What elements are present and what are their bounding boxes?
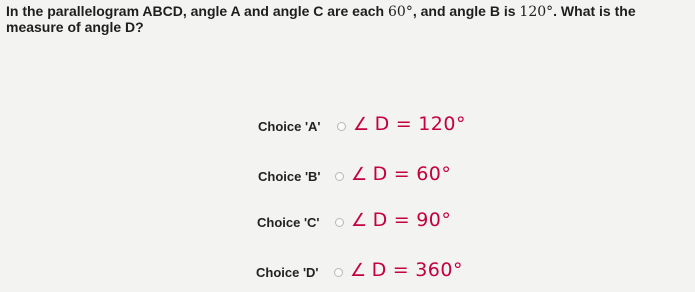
choice-b-label: Choice 'B' bbox=[258, 169, 321, 184]
choice-a-radio[interactable] bbox=[337, 122, 346, 131]
choice-c-equals: = bbox=[393, 209, 411, 231]
angle-icon: ∠ bbox=[351, 164, 368, 185]
choice-c-variable: D bbox=[372, 209, 388, 231]
choice-b-answer bbox=[351, 163, 451, 185]
choice-c-answer bbox=[351, 209, 451, 231]
choice-a[interactable] bbox=[258, 113, 466, 141]
choice-d-answer bbox=[350, 259, 463, 281]
question-part-3: . What is the measure of angle D? bbox=[6, 3, 636, 35]
choice-d-label: Choice 'D' bbox=[256, 265, 319, 280]
choice-b-value: 60° bbox=[416, 163, 452, 185]
choice-c-label: Choice 'C' bbox=[257, 215, 320, 230]
angle-icon: ∠ bbox=[351, 210, 368, 231]
choice-b[interactable] bbox=[258, 163, 458, 191]
choice-b-radio[interactable] bbox=[335, 172, 344, 181]
choice-d-variable: D bbox=[371, 259, 387, 281]
choice-a-value: 120° bbox=[418, 113, 466, 135]
choice-c-value: 90° bbox=[416, 209, 452, 231]
choice-d-value: 360° bbox=[415, 259, 463, 281]
choice-d[interactable] bbox=[256, 259, 463, 287]
choice-a-variable: D bbox=[374, 113, 390, 135]
angle-icon: ∠ bbox=[353, 114, 370, 135]
choice-c-radio[interactable] bbox=[335, 218, 344, 227]
choice-a-answer bbox=[353, 113, 466, 135]
choice-d-radio[interactable] bbox=[334, 268, 343, 277]
choice-a-equals: = bbox=[395, 113, 413, 135]
question-angle-b: 120° bbox=[519, 4, 554, 20]
choice-a-label: Choice 'A' bbox=[258, 119, 321, 134]
choice-d-equals: = bbox=[392, 259, 410, 281]
choice-c[interactable] bbox=[257, 209, 457, 237]
question-angle-ac: 60° bbox=[388, 4, 413, 20]
choice-b-equals: = bbox=[393, 163, 411, 185]
question-part-1: In the parallelogram ABCD, angle A and angle C are each bbox=[6, 3, 388, 19]
question-text bbox=[6, 4, 686, 35]
angle-icon: ∠ bbox=[350, 260, 367, 281]
choice-b-variable: D bbox=[372, 163, 388, 185]
question-part-2: , and angle B is bbox=[412, 3, 520, 19]
